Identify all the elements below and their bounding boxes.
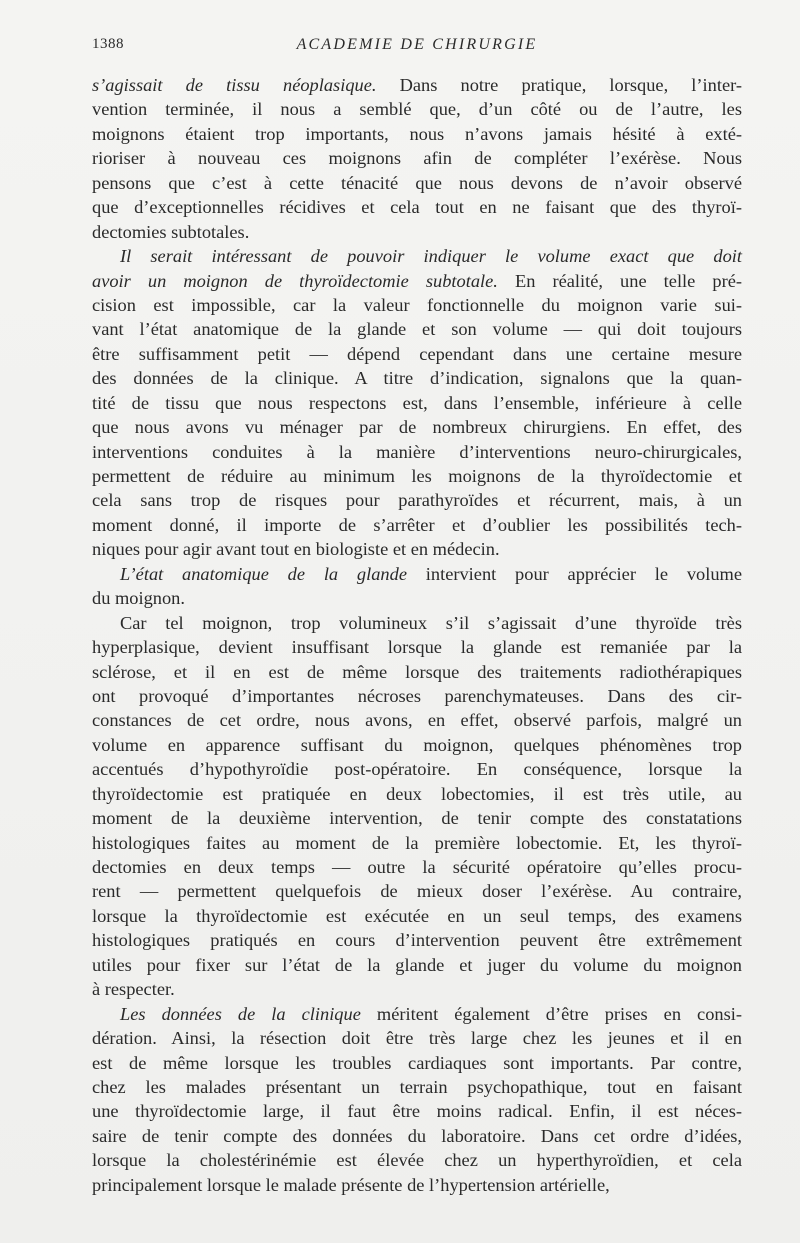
text-run: Car tel moignon, trop volumineux s’il s’agissait d’une thyroïde très [120,612,742,633]
text-run: dectomies subtotales. [92,221,250,242]
text-line [92,855,742,879]
text-line [92,660,742,684]
text-run: pensons que c’est à cette ténacité que nous devons de n’avoir observé [92,172,742,193]
text-line [92,464,742,488]
text-line [92,684,742,708]
text-line [92,1124,742,1148]
text-line [92,831,742,855]
text-run: constances de cet ordre, nous avons, en effet, observé parfois, malgré un [92,710,742,731]
text-line [92,146,742,170]
paragraph [92,244,742,562]
text-line [92,1173,742,1197]
text-line [92,1026,742,1050]
text-line [92,586,742,610]
text-line [92,562,742,586]
text-line [92,244,742,268]
text-run: des données de la clinique. A titre d’indication, signalons que la quan- [92,368,742,389]
text-line [92,879,742,903]
text-run: que d’exceptionnelles récidives et cela tout en ne faisant que des thyroï- [92,197,742,218]
paragraph [92,73,742,244]
text-run: moignons étaient trop importants, nous n’avons jamais hésité à exté- [92,123,742,144]
text-run: rioriser à nouveau ces moignons afin de compléter l’exérèse. Nous [92,148,742,169]
text-line [92,488,742,512]
text-line [92,415,742,439]
italic-text: Les données de la clinique [120,1003,361,1024]
text-run: interventions conduites à la manière d’interventions neuro-chirurgicales, [92,441,742,462]
text-run: permettent de réduire au minimum les moignons de la thyroïdectomie et [92,466,742,486]
text-line [92,635,742,659]
text-line [92,317,742,341]
text-line [92,537,742,561]
text-line [92,928,742,952]
text-line [92,122,742,146]
text-line [92,904,742,928]
paragraph [92,611,742,1002]
text-run: cision est impossible, car la valeur fonctionnelle du moignon varie sui- [92,294,742,315]
text-line [92,220,742,244]
text-line [92,366,742,390]
text-run: accentués d’hypothyroïdie post-opératoire. En conséquence, lorsque la [92,759,742,780]
text-run: être suffisamment petit — dépend cependant dans une certaine mesure [92,343,742,364]
text-line [92,708,742,732]
text-line [92,1051,742,1075]
text-run: du moignon. [92,588,185,609]
text-line [92,73,742,97]
text-line [92,195,742,219]
text-run: volume en apparence suffisant du moignon, quelques phénomènes trop [92,734,742,755]
text-run: sclérose, et il en est de même lorsque des traitements radiothérapiques [92,661,742,682]
text-run: vention terminée, il nous a semblé que, d’un côté ou de l’autre, les [92,99,742,120]
text-run: une thyroïdectomie large, il faut être moins radical. Enfin, il est néces- [92,1101,742,1122]
text-run: lorsque la cholestérinémie est élevée chez un hyperthyroïdien, et cela [92,1150,742,1171]
text-run: saire de tenir compte des données du laboratoire. Dans cet ordre d’idées, [92,1125,742,1146]
text-run: dération. Ainsi, la résection doit être très large chez les jeunes et il en [92,1028,742,1049]
text-run: En réalité, une telle pré- [497,270,742,291]
text-line [92,733,742,757]
text-line [92,782,742,806]
page-header [92,36,742,58]
paragraph [92,1002,742,1198]
italic-text: avoir un moignon de thyroïdectomie subtotale. [92,270,498,291]
text-run: vant l’état anatomique de la glande et son volume — qui doit toujours [92,319,742,340]
page-number: 1388 [92,36,124,52]
text-run: est de même lorsque les troubles cardiaques sont importants. Par contre, [92,1052,742,1073]
text-line [92,269,742,293]
text-run: moment de la deuxième intervention, de tenir compte des constatations [92,808,742,829]
text-run: hyperplasique, devient insuffisant lorsque la glande est remaniée par la [92,637,742,658]
text-line [92,953,742,977]
running-title: ACADEMIE DE CHIRURGIE [296,36,538,53]
text-run: dectomies en deux temps — outre la sécurité opératoire qu’elles procu- [92,857,742,877]
text-run: moment donné, il importe de s’arrêter et d’oublier les possibilités tech- [92,514,742,535]
italic-text: L’état anatomique de la glande [120,563,407,584]
text-run: thyroïdectomie est pratiquée en deux lobectomies, il est très utile, au [92,783,742,804]
text-line [92,1099,742,1123]
text-run: ont provoqué d’importantes nécroses parenchymateuses. Dans des cir- [92,685,742,706]
text-run: à respecter. [92,979,175,1000]
text-line [92,611,742,635]
text-line [92,806,742,830]
text-line [92,171,742,195]
text-line [92,1075,742,1099]
text-run: cela sans trop de risques pour parathyroïdes et récurrent, mais, à un [92,490,742,511]
text-line [92,977,742,1001]
text-line [92,757,742,781]
text-run: chez les malades présentant un terrain psychopathique, tout en faisant [92,1076,742,1097]
body-text [92,73,742,1197]
text-line [92,342,742,366]
text-run: intervient pour apprécier le volume [406,563,742,584]
text-run: Dans notre pratique, lorsque, l’inter- [376,75,742,95]
text-run: rent — permettent quelquefois de mieux doser l’exérèse. Au contraire, [92,881,742,902]
text-line [92,293,742,317]
text-line [92,97,742,121]
italic-text: s’agissait de tissu néoplasique. [92,75,377,95]
text-line [92,440,742,464]
text-run: méritent également d’être prises en consi- [360,1003,742,1024]
text-run: histologiques faites au moment de la première lobectomie. Et, les thyroï- [92,832,742,853]
text-run: que nous avons vu ménager par de nombreux chirurgiens. En effet, des [92,417,742,438]
text-run: histologiques pratiqués en cours d’intervention peuvent être extrêmement [92,930,742,951]
text-line [92,513,742,537]
text-run: niques pour agir avant tout en biologiste et en médecin. [92,539,500,560]
text-run: tité de tissu que nous respectons est, dans l’ensemble, inférieure à celle [92,392,742,413]
text-line [92,1148,742,1172]
text-line [92,1002,742,1026]
italic-text: Il serait intéressant de pouvoir indiquer le volume exact que doit [120,246,742,267]
text-line [92,391,742,415]
text-run: lorsque la thyroïdectomie est exécutée en un seul temps, des examens [92,905,742,926]
text-run: utiles pour fixer sur l’état de la glande et juger du volume du moignon [92,954,742,975]
text-run: principalement lorsque le malade présente de l’hypertension artérielle, [92,1174,610,1195]
paragraph [92,562,742,611]
